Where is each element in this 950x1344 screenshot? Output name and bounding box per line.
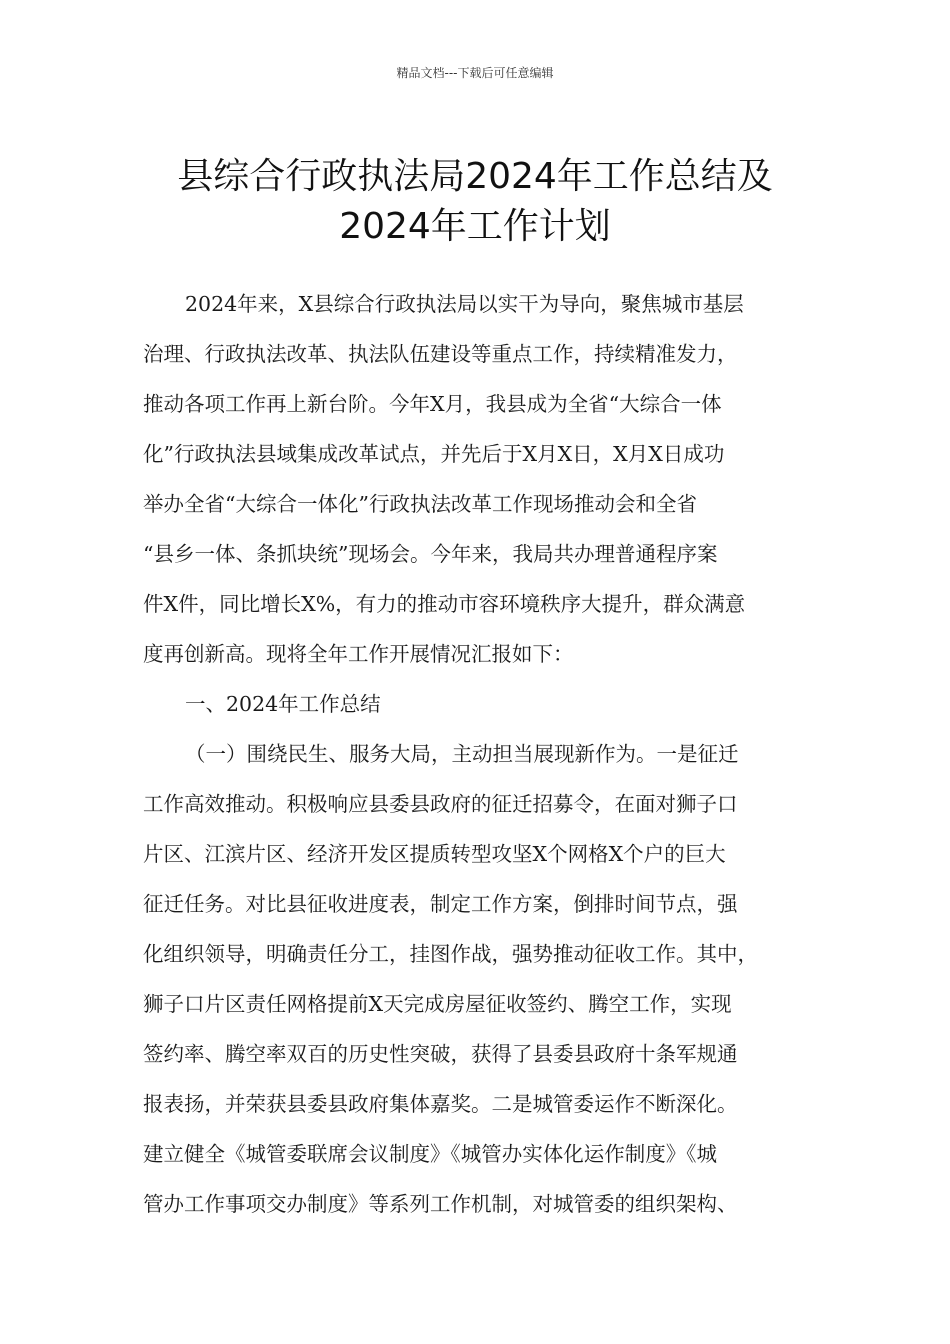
paragraph-line: 工作高效推动。积极响应县委县政府的征迁招募令，在面对狮子口	[143, 792, 738, 816]
paragraph-line: 化组织领导，明确责任分工，挂图作战，强势推动征收工作。其中，	[143, 942, 758, 966]
document-body	[143, 279, 825, 1229]
paragraph-line: 片区、江滨片区、经济开发区提质转型攻坚X个网格X个户的巨大	[143, 842, 726, 866]
paragraph-line: 2024年来，X县综合行政执法局以实干为导向，聚焦城市基层	[185, 292, 744, 316]
paragraph-line: 推动各项工作再上新台阶。今年X月，我县成为全省“大综合一体	[143, 392, 722, 416]
title-line-2: 2024年工作计划	[339, 206, 611, 248]
paragraph-line: 签约率、腾空率双百的历史性突破，获得了县委县政府十条军规通	[143, 1042, 738, 1066]
header-note: 精品文档---下载后可任意编辑	[396, 66, 554, 80]
paragraph-line: 建立健全《城管委联席会议制度》《城管办实体化运作制度》《城	[143, 1142, 717, 1166]
paragraph-line: 化”行政执法县域集成改革试点，并先后于X月X日，X月X日成功	[143, 442, 725, 466]
section-heading: 一、2024年工作总结	[185, 692, 381, 716]
paragraph-line: （一）围绕民生、服务大局，主动担当展现新作为。一是征迁	[185, 742, 739, 766]
paragraph-line: 件X件，同比增长X%，有力的推动市容环境秩序大提升，群众满意	[143, 592, 746, 616]
paragraph-line: 征迁任务。对比县征收进度表，制定工作方案，倒排时间节点，强	[143, 892, 738, 916]
paragraph-line: 狮子口片区责任网格提前X天完成房屋征收签约、腾空工作，实现	[143, 992, 732, 1016]
paragraph-line: 治理、行政执法改革、执法队伍建设等重点工作，持续精准发力，	[143, 342, 738, 366]
paragraph-line: 报表扬，并荣获县委县政府集体嘉奖。二是城管委运作不断深化。	[143, 1092, 738, 1116]
paragraph-line: 举办全省“大综合一体化”行政执法改革工作现场推动会和全省	[143, 492, 697, 516]
document-title	[100, 152, 850, 252]
title-line-1: 县综合行政执法局2024年工作总结及	[177, 156, 773, 198]
paragraph-line: 度再创新高。现将全年工作开展情况汇报如下：	[143, 642, 574, 666]
paragraph-line: “县乡一体、条抓块统”现场会。今年来，我局共办理普通程序案	[143, 542, 718, 566]
paragraph-line: 管办工作事项交办制度》等系列工作机制，对城管委的组织架构、	[143, 1192, 738, 1216]
